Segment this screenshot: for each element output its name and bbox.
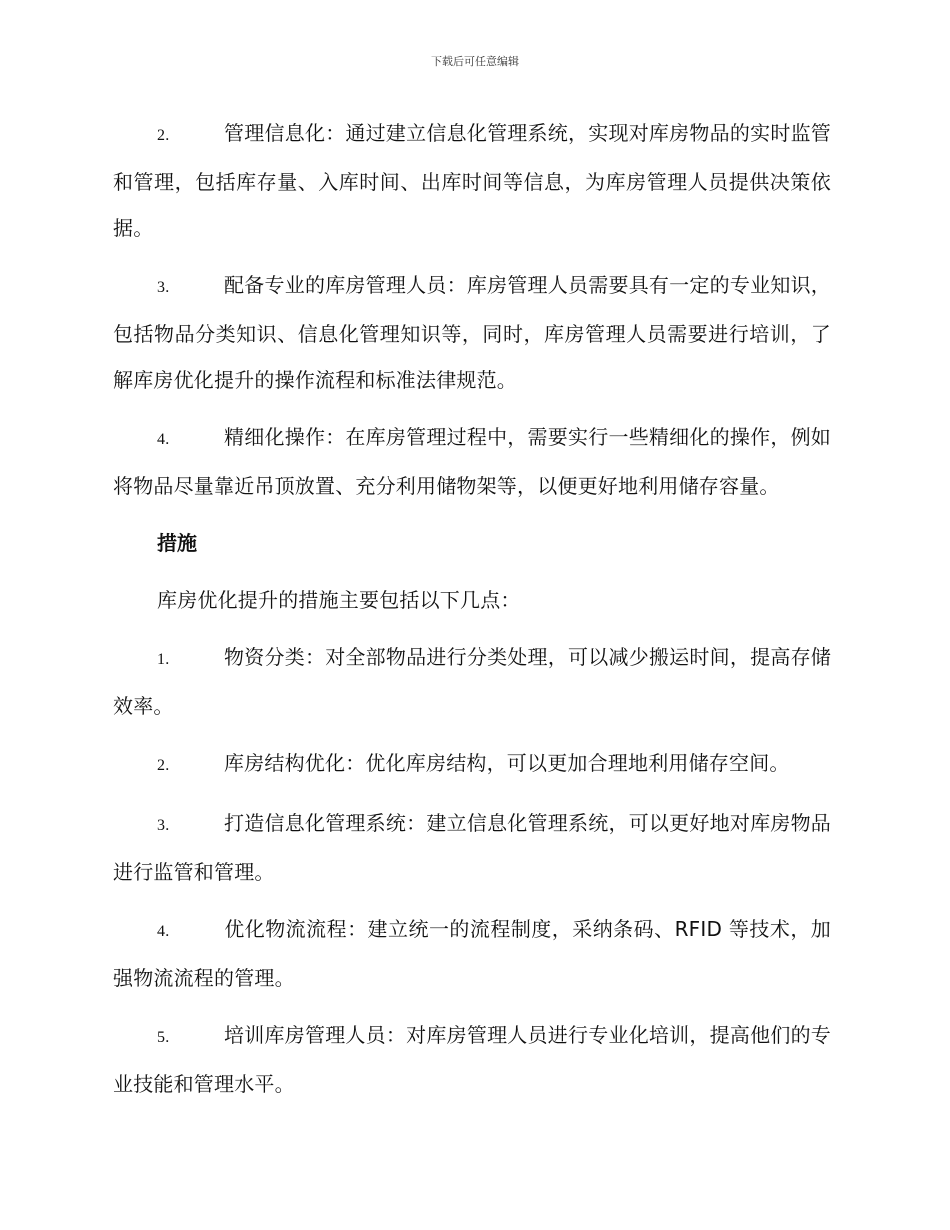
list-item [113, 1012, 831, 1107]
list-number: 4. [157, 923, 170, 940]
page-header: 下载后可任意编辑 [431, 55, 519, 68]
section-heading: 措施 [157, 531, 197, 555]
list-item-text: 优化物流流程：建立统一的流程制度，采纳条码、RFID 等技术，加强物流流程的管理。 [113, 917, 831, 990]
list-item-text: 库房结构优化：优化库房结构，可以更加合理地利用储存空间。 [224, 751, 790, 775]
list-item [113, 800, 831, 895]
list-item [113, 262, 831, 403]
list-number: 1. [157, 651, 170, 668]
intro-paragraph: 库房优化提升的措施主要包括以下几点： [157, 588, 521, 612]
list-item [113, 740, 831, 789]
list-number: 2. [157, 127, 170, 144]
list-number: 3. [157, 817, 170, 834]
list-item [113, 110, 831, 251]
list-number: 4. [157, 431, 170, 448]
list-item-text: 管理信息化：通过建立信息化管理系统，实现对库房物品的实时监管和管理，包括库存量、入库时间、出库时间等信息，为库房管理人员提供决策依据。 [113, 121, 831, 240]
list-item-text: 培训库房管理人员：对库房管理人员进行专业化培训，提高他们的专业技能和管理水平。 [113, 1023, 831, 1096]
list-item-text: 精细化操作：在库房管理过程中，需要实行一些精细化的操作，例如将物品尽量靠近吊顶放置、充分利用储物架等，以便更好地利用储存容量。 [113, 425, 831, 498]
list-item-text: 打造信息化管理系统：建立信息化管理系统，可以更好地对库房物品进行监管和管理。 [113, 811, 831, 884]
list-item [113, 414, 831, 509]
list-item [113, 634, 831, 729]
list-item-text: 配备专业的库房管理人员：库房管理人员需要具有一定的专业知识，包括物品分类知识、信息化管理知识等，同时，库房管理人员需要进行培训，了解库房优化提升的操作流程和标准法律规范。 [113, 273, 831, 392]
list-number: 3. [157, 279, 170, 296]
list-number: 5. [157, 1029, 170, 1046]
document-body [113, 110, 831, 1118]
list-item-text: 物资分类：对全部物品进行分类处理，可以减少搬运时间，提高存储效率。 [113, 645, 831, 718]
list-number: 2. [157, 757, 170, 774]
list-item [113, 906, 831, 1001]
